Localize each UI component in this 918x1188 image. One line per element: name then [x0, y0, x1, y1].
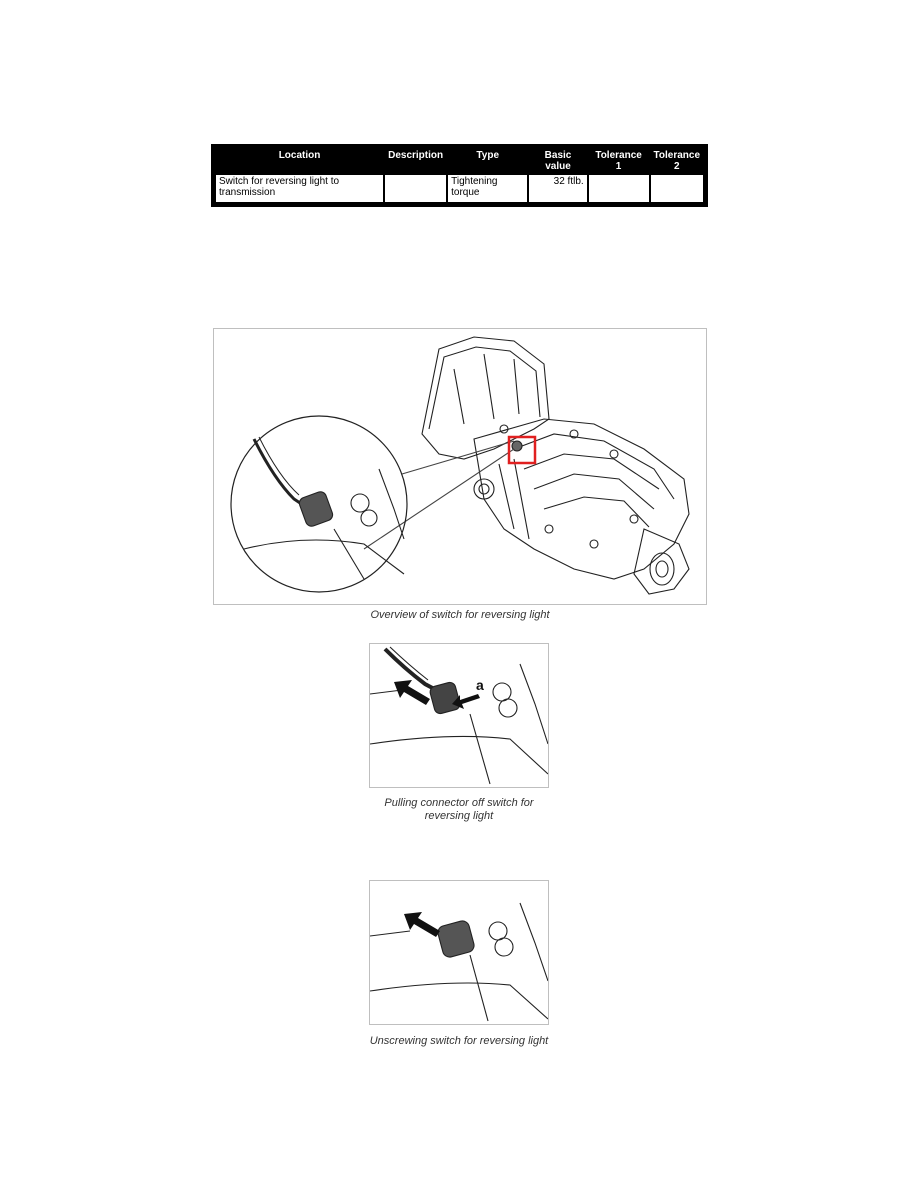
specification-table [211, 144, 708, 207]
unscrew-figure [369, 880, 549, 1025]
cell-tolerance-2 [651, 175, 704, 202]
cell-location: Switch for reversing light to transmission [216, 175, 383, 202]
connector-figure [369, 643, 549, 788]
table-header-row [216, 149, 703, 173]
transmission-illustration [214, 329, 707, 605]
cell-tolerance-1 [589, 175, 649, 202]
caption-unscrew: Unscrewing switch for reversing light [369, 1035, 549, 1047]
caption-connector: Pulling connector off switch for reversing light [384, 797, 534, 822]
header-description: Description [385, 149, 446, 173]
header-tolerance-1: Tolerance 1 [589, 149, 649, 173]
cell-type: Tightening torque [448, 175, 527, 202]
header-type: Type [448, 149, 527, 173]
header-basic-value: Basic value [529, 149, 586, 173]
connector-illustration [370, 644, 549, 788]
cell-basic-value: 32 ftlb. [529, 175, 586, 202]
cell-description [385, 175, 446, 202]
caption-overview: Overview of switch for reversing light [370, 609, 550, 621]
unscrew-arrow-icon [404, 912, 440, 937]
unscrew-illustration [370, 881, 549, 1025]
table-row [216, 175, 703, 202]
overview-figure [213, 328, 707, 605]
header-location: Location [216, 149, 383, 173]
callout-a: a [476, 677, 484, 693]
header-tolerance-2: Tolerance 2 [651, 149, 704, 173]
